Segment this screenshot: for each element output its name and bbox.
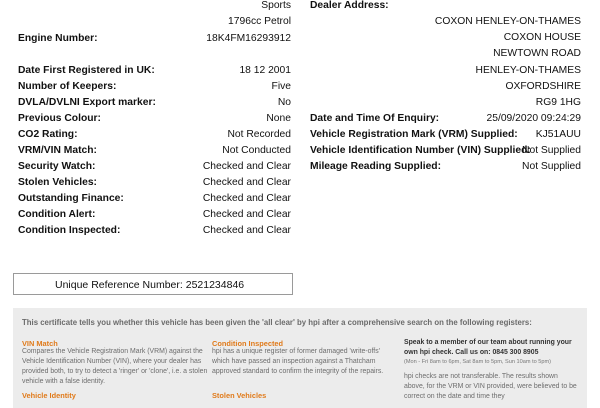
unique-reference-number: Unique Reference Number: 2521234846 [55, 279, 245, 291]
condition-inspected-label: Condition Inspected: [18, 225, 121, 236]
outstanding-finance-label: Outstanding Finance: [18, 193, 124, 204]
date-first-registered-label: Date First Registered in UK: [18, 65, 155, 76]
reference-box [13, 273, 293, 295]
dealer-address-line-5: OXFORDSHIRE [505, 81, 581, 92]
export-marker-value: No [277, 97, 291, 108]
dealer-address-line-6: RG9 1HG [535, 97, 581, 108]
vrm-vin-match-value: Not Conducted [222, 145, 291, 156]
mileage-supplied-label: Mileage Reading Supplied: [310, 161, 442, 172]
dealer-address-line-4: HENLEY-ON-THAMES [475, 65, 581, 76]
engine-number-value: 18K4FM16293912 [206, 33, 291, 44]
vrm-supplied-label: Vehicle Registration Mark (VRM) Supplied: [310, 129, 518, 140]
transferability-text: hpi checks are not transferable. The results shown above, for the VRM or VIN provided, were believed to be correct on the date and time they [404, 373, 577, 400]
condition-alert-label: Condition Alert: [18, 209, 96, 220]
number-of-keepers-value: Five [271, 81, 291, 92]
security-watch-label: Security Watch: [18, 161, 96, 172]
vrm-supplied-value: KJ51AUU [535, 129, 581, 140]
export-marker-label: DVLA/DVLNI Export marker: [18, 97, 156, 108]
enquiry-datetime-value: 25/09/2020 09:24:29 [486, 113, 581, 124]
co2-rating-value: Not Recorded [227, 129, 291, 140]
dealer-address-line-1: COXON HENLEY-ON-THAMES [434, 16, 581, 27]
stolen-vehicles-label: Stolen Vehicles: [18, 177, 97, 188]
stolen-vehicles-heading: Stolen Vehicles [212, 391, 267, 400]
mileage-supplied-value: Not Supplied [522, 161, 581, 172]
vin-match-text: Compares the Vehicle Registration Mark (VRM) against the Vehicle Identification Number (VIN), where your dealer has provided both, to try to detect a 'ringer' or 'clone', i.e. a stolen vehicle with a false identity. [22, 348, 208, 385]
security-watch-value: Checked and Clear [202, 161, 291, 172]
previous-colour-label: Previous Colour: [18, 113, 101, 124]
stolen-vehicles-value: Checked and Clear [202, 177, 291, 188]
dealer-address-line-3: NEWTOWN ROAD [493, 48, 581, 59]
condition-alert-value: Checked and Clear [202, 209, 291, 220]
condition-inspected-value: Checked and Clear [202, 225, 291, 236]
previous-colour-value: None [266, 113, 291, 124]
date-first-registered-value: 18 12 2001 [239, 65, 291, 76]
vrm-vin-match-label: VRM/VIN Match: [18, 145, 97, 156]
engine-number-label: Engine Number: [18, 33, 98, 44]
body-style-value: Sports [261, 0, 291, 11]
condition-inspected-heading: Condition Inspected [212, 339, 284, 348]
engine-size-fuel-value: 1796cc Petrol [228, 16, 291, 27]
vin-supplied-value: Not Supplied [522, 145, 581, 156]
outstanding-finance-value: Checked and Clear [202, 193, 291, 204]
co2-rating-label: CO2 Rating: [18, 129, 78, 140]
number-of-keepers-label: Number of Keepers: [18, 81, 117, 92]
panel-intro-text: This certificate tells you whether this vehicle has been given the 'all clear' by hpi after a comprehensive search on the following registers: [22, 318, 532, 327]
vehicle-identity-heading: Vehicle Identity [22, 391, 76, 400]
condition-inspected-text: hpi has a unique register of former damaged 'write-offs' which have passed an inspection against a Thatcham approved standard to confirm the integrity of the repairs. [212, 348, 384, 375]
dealer-address-label: Dealer Address: [310, 0, 389, 11]
vin-supplied-label: Vehicle Identification Number (VIN) Supplied: [310, 145, 531, 156]
dealer-address-line-2: COXON HOUSE [503, 32, 581, 43]
contact-callout: Speak to a member of our team about running your own hpi check. Call us on: 0845 300 8905 [404, 339, 572, 356]
opening-hours: (Mon - Fri 8am to 6pm, Sat 8am to 5pm, Sun 10am to 5pm) [404, 359, 552, 365]
vin-match-heading: VIN Match [22, 339, 58, 348]
enquiry-datetime-label: Date and Time Of Enquiry: [310, 113, 440, 124]
